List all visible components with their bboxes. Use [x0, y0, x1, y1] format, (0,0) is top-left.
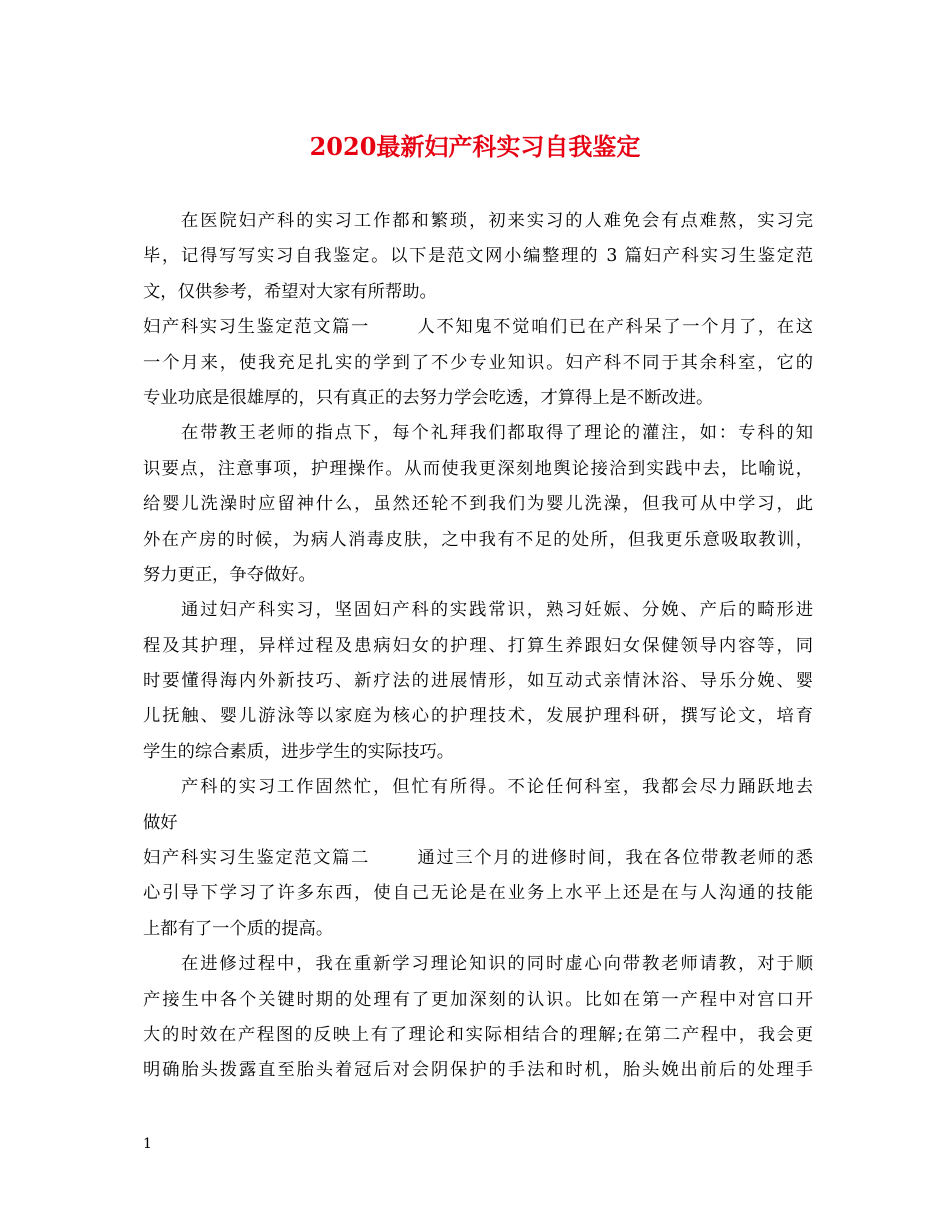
body-line: 毕，记得写写实习自我鉴定。以下是范文网小编整理的 3 篇妇产科实习生鉴定范: [143, 246, 813, 267]
document-title: 2020最新妇产科实习自我鉴定: [309, 132, 641, 161]
body-line: 在医院妇产科的实习工作都和繁琐，初来实习的人难免会有点难熬，实习完: [181, 211, 813, 231]
body-line: 时要懂得海内外新技巧、新疗法的进展情形，如互动式亲情沐浴、导乐分娩、婴: [143, 671, 813, 692]
page-number: 1: [143, 1136, 152, 1152]
section-heading-line: [143, 310, 813, 345]
section-heading: 妇产科实习生鉴定范文篇一: [143, 317, 370, 338]
body-line: 产接生中各个关键时期的处理有了更加深刻的认识。比如在第一产程中对宫口开: [143, 989, 813, 1010]
body-line: 明确胎头拨露直至胎头着冠后对会阴保护的手法和时机，胎头娩出前后的处理手: [143, 1060, 813, 1081]
body-line: 识要点，注意事项，护理操作。从而使我更深刻地舆论接洽到实践中去，比喻说，: [143, 458, 813, 479]
body-line: 给婴儿洗澡时应留神什么，虽然还轮不到我们为婴儿洗澡，但我可从中学习，此: [143, 494, 813, 515]
body-line: 程及其护理，异样过程及患病妇女的护理、打算生养跟妇女保健领导内容等，同: [143, 635, 813, 656]
body-line: 做好: [143, 812, 178, 833]
section-heading-line: [143, 841, 813, 876]
body-line: 产科的实习工作固然忙，但忙有所得。不论任何科室，我都会尽力踊跃地去: [181, 777, 813, 798]
body-line: 通过妇产科实习，坚固妇产科的实践常识，熟习妊娠、分娩、产后的畸形进: [181, 600, 813, 621]
body-line: 一个月来，使我充足扎实的学到了不少专业知识。妇产科不同于其余科室，它的: [143, 352, 813, 373]
document-body: [143, 204, 813, 1089]
section-heading: 妇产科实习生鉴定范文篇二: [143, 848, 370, 869]
body-line: 外在产房的时候，为病人消毒皮肤，之中我有不足的处所，但我更乐意吸取教训，: [143, 529, 813, 550]
body-line: 心引导下学习了许多东西，使自己无论是在业务上水平上还是在与人沟通的技能: [143, 883, 813, 904]
body-line-text: 通过三个月的进修时间，我在各位带教老师的悉: [415, 848, 813, 869]
body-line: 在带教王老师的指点下，每个礼拜我们都取得了理论的灌注，如：专科的知: [181, 423, 813, 444]
body-line: 上都有了一个质的提高。: [143, 918, 334, 939]
body-line: 儿抚触、婴儿游泳等以家庭为核心的护理技术，发展护理科研，撰写论文，培育: [143, 706, 813, 727]
body-line: 学生的综合素质，进步学生的实际技巧。: [143, 741, 455, 762]
body-line: 努力更正，争夺做好。: [143, 564, 316, 585]
body-line: 文，仅供参考，希望对大家有所帮助。: [143, 281, 437, 302]
body-line: 在进修过程中，我在重新学习理论知识的同时虚心向带教老师请教，对于顺: [181, 954, 813, 975]
body-line: 专业功底是很雄厚的，只有真正的去努力学会吃透，才算得上是不断改进。: [143, 387, 714, 408]
body-line-text: 人不知鬼不觉咱们已在产科呆了一个月了，在这: [415, 317, 813, 338]
body-line: 大的时效在产程图的反映上有了理论和实际相结合的理解;在第二产程中，我会更: [143, 1024, 813, 1045]
